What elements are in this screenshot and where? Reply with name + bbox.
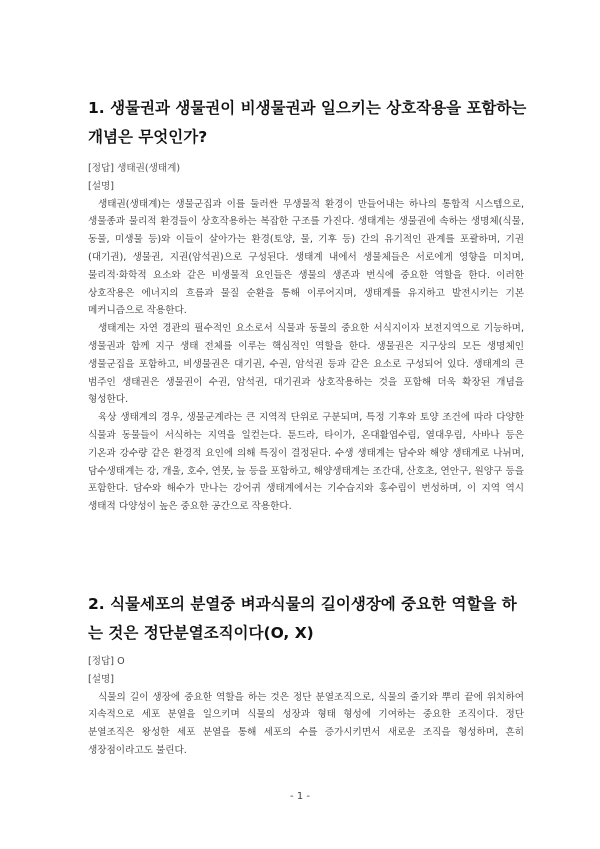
page-number: - 1 - bbox=[290, 791, 310, 802]
explanation-paragraph: 생태권(생태계)는 생물군집과 이를 둘러싼 무생물적 환경이 만들어내는 하나의 통합적 시스템으로, 생물종과 물리적 환경들이 상호작용하는 복잡한 구조를 가진다. 생태계는 생물권에 속하는 생명체(식물, 동물, 미생물 등)와 이들이 살아가는 환경(토양, 물, 기후 등) 간의 유기적인 관계를 포괄하며, 기권(대기권), 생물권, 지권(암석권)으로 구성된다. 생태계 내에서 생물체들은 서로에게 영향을 미치며, 물리적·화학적 요소와 같은 비생물적 요인들은 생물의 생존과 번식에 중요한 역할을 한다. 이러한 상호작용은 에너지의 흐름과 물질 순환을 통해 이루어지며, 생태계를 유지하고 발전시키는 기본 메커니즘으로 작용한다. bbox=[88, 198, 524, 317]
explanation-label: [설명] bbox=[88, 180, 115, 192]
question-2-title: 2. 식물세포의 분열중 벼과식물의 길이생장에 중요한 역할을 하는 것은 정단분열조직이다(O, X) bbox=[88, 595, 517, 642]
explanation-paragraph: 식물의 길이 생장에 중요한 역할을 하는 것은 정단 분열조직으로, 식물의 줄기와 뿌리 끝에 위치하여 지속적으로 세포 분열을 일으키며 식물의 성장과 형태 형성에 기여하는 중요한 조직이다. 정단 분열조직은 왕성한 세포 분열을 통해 세포의 수를 증가시키면서 새로운 조직을 형성하며, 흔히 생장점이라고도 불린다. bbox=[88, 691, 524, 756]
question-1-title: 1. 생물권과 생물권이 비생물권과 일으키는 상호작용을 포함하는 개념은 무엇인가? bbox=[88, 99, 527, 146]
question-2-answer-block bbox=[88, 653, 524, 760]
question-1-answer-block bbox=[88, 160, 524, 516]
answer-label: [정답] 생태권(생태계) bbox=[88, 163, 181, 174]
explanation-paragraph: 육상 생태계의 경우, 생물군계라는 큰 지역적 단위로 구분되며, 특정 기후와 토양 조건에 따라 다양한 식물과 동물들이 서식하는 지역을 일컫는다. 툰드라, 타이가, 온대활엽수림, 열대우림, 사바나 등은 기온과 강수량 같은 환경적 요인에 의해 특징이 결정된다. 수생 생태계는 담수와 해양 생태계로 나뉘며, 담수생태계는 강, 개울, 호수, 연못, 늪 등을 포함하고, 해양생태계는 조간대, 산호초, 연안구, 원양구 등을 포함한다. 담수와 해수가 만나는 강어귀 생태계에서는 기수습지와 홍수림이 번성하며, 이 지역 역시 생태적 다양성이 높은 중요한 공간으로 작용한다. bbox=[88, 412, 524, 513]
explanation-paragraph: 생태계는 자연 경관의 필수적인 요소로서 식물과 동물의 중요한 서식지이자 보전지역으로 기능하며, 생물권과 함께 지구 생태 전체를 이루는 핵심적인 역할을 한다. 생물권은 지구상의 모든 생명체인 생물군집을 포함하고, 비생물권은 대기권, 수권, 암석권 등과 같은 요소로 구성되어 있다. 생태계의 큰 범주인 생태권은 생물권이 수권, 암석권, 대기권과 상호작용하는 것을 포함해 더욱 확장된 개념을 형성한다. bbox=[88, 323, 524, 406]
explanation-label: [설명] bbox=[88, 673, 115, 685]
answer-label: [정답] O bbox=[88, 656, 125, 667]
